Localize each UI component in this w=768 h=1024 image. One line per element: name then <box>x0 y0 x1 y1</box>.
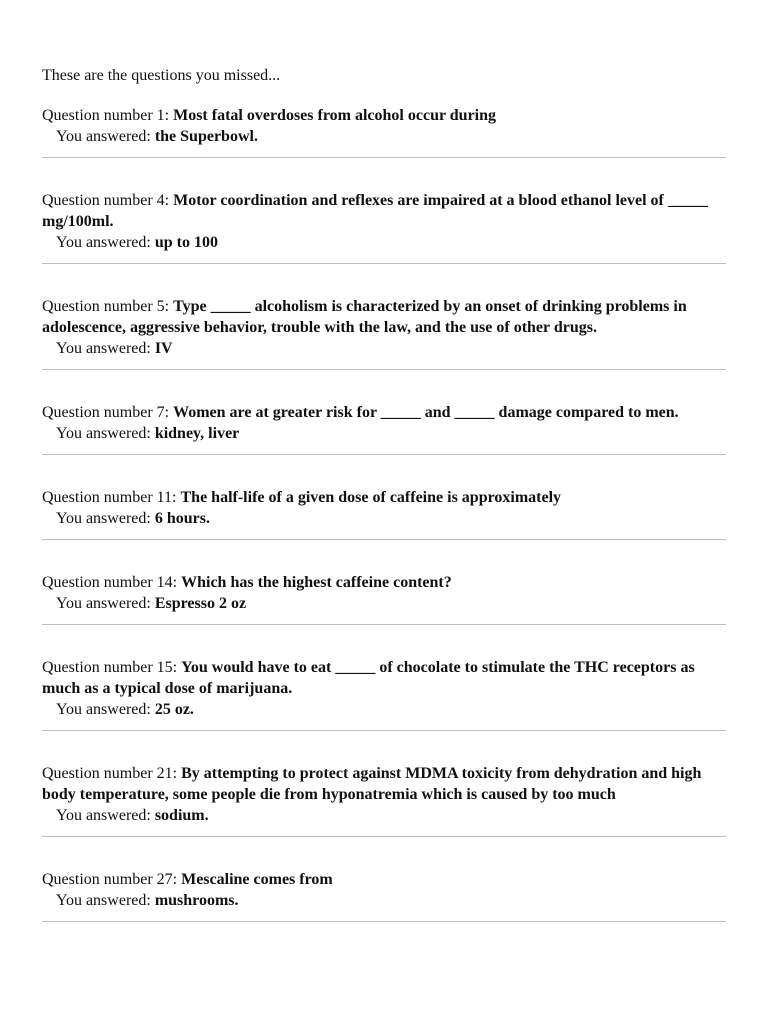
answer-text: the Superbowl. <box>154 128 258 145</box>
question-line <box>42 402 726 423</box>
question-text: Most fatal overdoses from alcohol occur during <box>173 107 497 124</box>
divider <box>42 157 726 158</box>
answer-text: IV <box>154 340 173 357</box>
question-text: Mescaline comes from <box>181 871 333 888</box>
answer-label: You answered: <box>56 701 151 718</box>
question-number-label: Question number 14: <box>42 574 182 591</box>
divider <box>42 921 726 922</box>
answer-label: You answered: <box>56 807 151 824</box>
question-number-label: Question number 15: <box>42 659 182 676</box>
answer-label: You answered: <box>56 510 151 527</box>
answer-text: kidney, liver <box>154 425 240 442</box>
answer-line <box>42 699 726 720</box>
question-text: Motor coordination and reflexes are impaired at a blood ethanol level of _____ mg/100ml. <box>42 192 708 230</box>
question-block <box>42 105 726 158</box>
divider <box>42 836 726 837</box>
answer-line <box>42 423 726 444</box>
question-number-label: Question number 5: <box>42 298 174 315</box>
question-text: You would have to eat _____ of chocolate to stimulate the THC receptors as much as a typical dose of marijuana. <box>42 659 695 697</box>
answer-text: sodium. <box>154 807 209 824</box>
answer-text: up to 100 <box>154 234 218 251</box>
answer-line <box>42 126 726 147</box>
question-block <box>42 190 726 264</box>
question-block <box>42 657 726 731</box>
question-line <box>42 105 726 126</box>
question-block <box>42 869 726 922</box>
answer-line <box>42 805 726 826</box>
question-text: Type _____ alcoholism is characterized by an onset of drinking problems in adolescence, aggressive behavior, trouble with the law, and the use of other drugs. <box>42 298 687 336</box>
answer-line <box>42 593 726 614</box>
question-number-label: Question number 27: <box>42 871 182 888</box>
question-line <box>42 296 726 338</box>
question-number-label: Question number 4: <box>42 192 174 209</box>
missed-questions-list <box>42 105 726 922</box>
question-line <box>42 487 726 508</box>
answer-text: mushrooms. <box>154 892 239 909</box>
answer-label: You answered: <box>56 595 151 612</box>
divider <box>42 369 726 370</box>
answer-line <box>42 890 726 911</box>
question-line <box>42 572 726 593</box>
answer-label: You answered: <box>56 128 151 145</box>
answer-line <box>42 338 726 359</box>
question-number-label: Question number 7: <box>42 404 174 421</box>
answer-line <box>42 232 726 253</box>
question-text: Which has the highest caffeine content? <box>181 574 452 591</box>
question-line <box>42 869 726 890</box>
answer-text: Espresso 2 oz <box>154 595 247 612</box>
question-block <box>42 296 726 370</box>
question-line <box>42 763 726 805</box>
question-text: By attempting to protect against MDMA toxicity from dehydration and high body temperature, some people die from hyponatremia which is caused by too much <box>42 765 702 803</box>
question-block <box>42 572 726 625</box>
question-text: Women are at greater risk for _____ and _____ damage compared to men. <box>173 404 679 421</box>
answer-label: You answered: <box>56 340 151 357</box>
answer-text: 25 oz. <box>154 701 194 718</box>
answer-text: 6 hours. <box>154 510 210 527</box>
question-number-label: Question number 11: <box>42 489 181 506</box>
divider <box>42 263 726 264</box>
question-line <box>42 190 726 232</box>
answer-line <box>42 508 726 529</box>
divider <box>42 624 726 625</box>
question-block <box>42 402 726 455</box>
question-line <box>42 657 726 699</box>
divider <box>42 730 726 731</box>
question-number-label: Question number 21: <box>42 765 182 782</box>
question-text: The half-life of a given dose of caffeine is approximately <box>180 489 562 506</box>
answer-label: You answered: <box>56 892 151 909</box>
question-block <box>42 487 726 540</box>
divider <box>42 454 726 455</box>
intro-text: These are the questions you missed... <box>42 67 281 84</box>
question-block <box>42 763 726 837</box>
divider <box>42 539 726 540</box>
answer-label: You answered: <box>56 425 151 442</box>
question-number-label: Question number 1: <box>42 107 174 124</box>
answer-label: You answered: <box>56 234 151 251</box>
